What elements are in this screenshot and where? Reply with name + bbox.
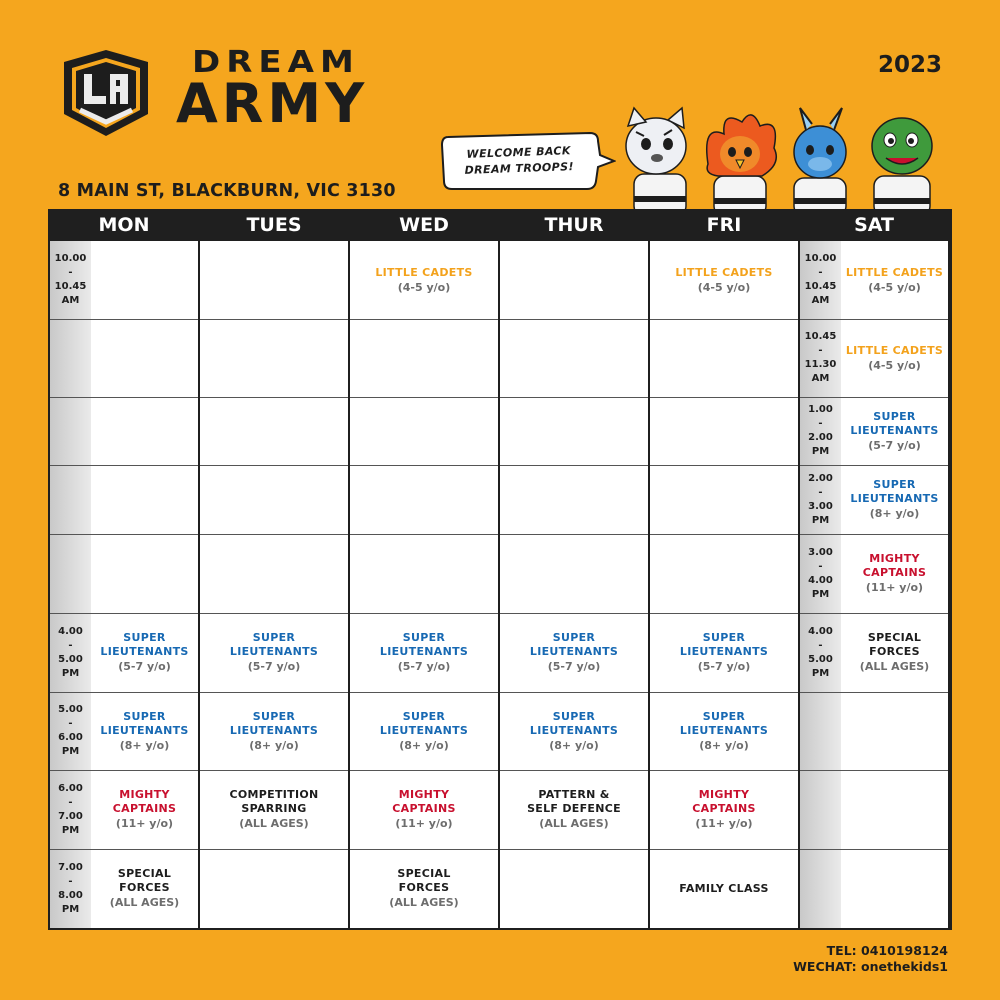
time-slot-line4: PM [811,667,830,679]
class-cell [841,613,948,692]
class-age-range: (4-5 y/o) [868,358,921,372]
class-cell [91,613,198,692]
class-cell [500,397,648,465]
class-title: SUPER [702,631,746,644]
class-cell [200,397,348,465]
class-cell [841,770,948,849]
time-slot-label [800,397,841,465]
class-title: PATTERN & [538,788,610,801]
class-cell [500,613,648,692]
class-title-line2: CAPTAINS [112,802,177,815]
dragon-mascot-icon [794,108,846,216]
class-cell [91,692,198,770]
class-cell [500,319,648,397]
class-title-line2: CAPTAINS [392,802,456,815]
time-slot-label [800,849,841,928]
class-cell [91,465,198,534]
class-cell [650,241,798,319]
time-slot-line4: PM [61,824,80,836]
class-age-range: (ALL AGES) [859,660,930,673]
class-title-line2: LIEUTENANTS [679,723,769,737]
class-title: SUPER [252,631,296,644]
time-slot-line1: 10.00 [804,253,837,264]
class-title-line2: LIEUTENANTS [850,492,939,505]
class-cell [841,241,948,319]
class-title: MIGHTY [398,788,450,801]
class-age-range: (8+ y/o) [249,738,299,752]
brand-title-dream: DREAM [192,44,360,80]
class-cell [841,534,948,613]
time-slot-line1: 5.00 [58,704,83,715]
class-cell [91,241,198,319]
time-slot-line4: AM [811,295,830,306]
time-slot-label [50,465,91,534]
time-slot-line2: - [68,639,73,651]
class-title-line2: CAPTAINS [862,566,927,579]
time-slot-line4: PM [61,903,80,915]
class-cell [350,397,498,465]
class-cell [200,849,348,928]
class-title-line2: LIEUTENANTS [850,423,939,437]
time-slot-line3: 10.45 [804,281,837,292]
day-column-fri [650,241,798,928]
class-timetable [48,209,952,930]
class-age-range: (5-7 y/o) [547,660,601,673]
time-slot-line1: 2.00 [808,472,833,484]
class-cell [200,319,348,397]
day-column-tues [200,241,348,928]
class-cell [200,770,348,849]
class-age-range: (5-7 y/o) [118,660,171,673]
class-title-line2: SELF DEFENCE [527,802,621,815]
class-age-range: (11+ y/o) [395,817,453,830]
class-cell [350,692,498,770]
day-header-fri: FRI [706,214,742,236]
speech-bubble-text [443,142,594,179]
time-slot-line4: PM [811,446,830,457]
time-slot-line2: - [818,418,823,429]
time-slot-label [800,534,841,613]
time-slot-line4: PM [811,514,830,526]
time-slot-line2: - [68,718,73,729]
class-age-range: (11+ y/o) [115,817,174,830]
class-cell [350,241,498,319]
class-title-line2: SPARRING [241,802,307,815]
time-slot-line4: PM [61,667,80,679]
class-title-line2: LIEUTENANTS [100,645,189,658]
time-slot-line3: 6.00 [58,732,83,743]
contact-info [793,943,948,975]
class-title-line2: FORCES [869,645,920,658]
class-cell [200,465,348,534]
time-slot-line3: 2.00 [808,432,833,443]
class-cell [350,849,498,928]
time-slot-label [50,692,91,770]
class-age-range: (11+ y/o) [695,817,753,830]
class-title-line2: LIEUTENANTS [679,645,769,658]
day-header-mon: MON [98,214,150,236]
time-slot-label [800,613,841,692]
class-title: SUPER [123,631,166,644]
time-slot-line2: - [68,796,73,808]
brand-title-army: ARMY [176,72,369,135]
class-title-line2: LIEUTENANTS [379,645,469,658]
class-age-range: (8+ y/o) [869,507,920,520]
time-slot-line3: 7.00 [58,810,83,822]
year-label: 2023 [878,52,943,78]
class-age-range: (5-7 y/o) [397,660,451,673]
class-title-line2: LIEUTENANTS [529,645,619,658]
class-age-range: (4-5 y/o) [868,280,921,294]
time-slot-label [800,241,841,319]
class-age-range: (5-7 y/o) [868,438,921,452]
time-slot-line3: 3.00 [808,500,833,512]
day-header-thur: THUR [544,214,604,236]
class-cell [650,613,798,692]
class-cell [91,319,198,397]
class-age-range: (5-7 y/o) [247,660,301,673]
day-column-wed [350,241,498,928]
time-slot-line2: - [818,267,823,278]
class-title-line2: LIEUTENANTS [100,723,189,737]
time-slot-line3: 5.00 [58,653,83,665]
class-cell [91,534,198,613]
class-cell [200,241,348,319]
day-header-tues: TUES [246,214,302,236]
class-cell [200,692,348,770]
time-slot-label [50,613,91,692]
time-slot-label [800,319,841,397]
class-cell [91,397,198,465]
class-age-range: (4-5 y/o) [697,280,751,294]
address-label: 8 MAIN ST, BLACKBURN, VIC 3130 [58,181,396,201]
time-slot-line3: 10.45 [54,281,87,292]
class-cell [500,534,648,613]
time-slot-label [50,770,91,849]
time-slot-line2: - [68,267,73,278]
class-title-line2: CAPTAINS [692,802,756,815]
class-age-range: (8+ y/o) [399,738,449,752]
class-age-range: (ALL AGES) [389,896,459,909]
class-cell [500,241,648,319]
class-cell [500,849,648,928]
class-cell [841,319,948,397]
time-slot-line4: PM [811,588,830,600]
day-header-sat: SAT [854,214,894,236]
time-slot-line1: 1.00 [808,404,833,415]
day-column-mon [50,241,198,928]
class-cell [650,534,798,613]
class-title: SPECIAL [867,631,922,644]
class-age-range: (ALL AGES) [109,896,180,909]
tiger-mascot-icon [626,108,686,216]
class-title: SUPER [702,709,746,723]
time-slot-line2: - [818,560,823,572]
class-title: SPECIAL [117,867,172,880]
class-title: SUPER [402,631,446,644]
time-slot-label [800,465,841,534]
class-title: MIGHTY [698,788,750,801]
class-title-line2: LIEUTENANTS [229,645,319,658]
class-cell [841,849,948,928]
time-slot-line1: 6.00 [58,782,83,794]
class-age-range: (4-5 y/o) [397,280,451,294]
class-cell [650,849,798,928]
class-cell [500,770,648,849]
time-slot-line2: - [68,875,73,887]
time-slot-line2: - [818,486,823,498]
class-title: SUPER [552,709,596,723]
time-slot-line3: 8.00 [58,889,83,901]
time-slot-line3: 11.30 [804,359,837,370]
class-cell [650,397,798,465]
time-slot-line3: 5.00 [808,653,833,665]
class-cell [91,770,198,849]
class-title-line2: FORCES [398,881,450,894]
class-title-line2: FORCES [119,881,170,894]
class-cell [350,613,498,692]
time-slot-line1: 3.00 [808,546,833,558]
class-title: SUPER [552,631,596,644]
class-age-range: (8+ y/o) [699,738,749,752]
class-title: MIGHTY [869,552,920,565]
time-slot-line4: AM [61,295,80,306]
class-cell [200,613,348,692]
class-cell [841,397,948,465]
wechat-id: WECHAT: onethekids1 [793,959,948,974]
time-slot-line1: 7.00 [58,861,83,873]
class-title: LITTLE CADETS [845,343,944,357]
time-slot-label [50,319,91,397]
time-slot-line2: - [818,639,823,651]
time-slot-line4: AM [811,373,830,384]
class-title: SPECIAL [397,867,451,880]
time-slot-line1: 10.45 [804,331,837,342]
time-slot-label [50,241,91,319]
class-age-range: (5-7 y/o) [697,660,751,673]
class-title: LITTLE CADETS [675,265,773,279]
class-title-line2: LIEUTENANTS [379,723,469,737]
class-cell [500,692,648,770]
class-title: SUPER [402,709,446,723]
class-title: SUPER [123,709,166,723]
time-slot-line4: PM [61,746,80,757]
speech-bubble-line2: DREAM TROOPS! [464,160,575,177]
class-title: LITTLE CADETS [375,265,473,279]
dream-army-logo-icon [62,48,150,138]
phoenix-mascot-icon [707,115,777,216]
class-cell [350,770,498,849]
class-cell [500,465,648,534]
class-age-range: (8+ y/o) [119,738,170,752]
time-slot-label [50,397,91,465]
turtle-mascot-icon [872,118,932,216]
phone-number: TEL: 0410198124 [826,943,948,958]
time-slot-label [800,770,841,849]
class-title: SUPER [252,709,296,723]
speech-bubble-line1: WELCOME BACK [466,144,572,161]
class-age-range: (8+ y/o) [549,738,599,752]
time-slot-label [50,534,91,613]
class-title: SUPER [873,478,916,491]
class-cell [91,849,198,928]
class-age-range: (ALL AGES) [539,817,609,830]
class-cell [350,465,498,534]
time-slot-label [800,692,841,770]
class-cell [650,465,798,534]
time-slot-line2: - [818,345,823,356]
mascots-illustration-icon [612,104,952,216]
class-title: MIGHTY [119,788,170,801]
class-title-line2: LIEUTENANTS [529,723,619,737]
class-cell [650,770,798,849]
class-age-range: (ALL AGES) [239,817,309,830]
class-cell [650,692,798,770]
time-slot-line1: 4.00 [808,625,833,637]
day-column-thur [500,241,648,928]
class-cell [650,319,798,397]
class-cell [841,465,948,534]
class-title: COMPETITION [229,788,319,801]
class-age-range: (11+ y/o) [865,581,924,594]
day-header-wed: WED [399,214,449,236]
class-cell [841,692,948,770]
class-title: FAMILY CLASS [679,881,769,895]
time-slot-line1: 4.00 [58,625,83,637]
time-slot-line3: 4.00 [808,574,833,586]
class-title: LITTLE CADETS [845,265,944,279]
class-title: SUPER [873,409,916,423]
class-cell [350,319,498,397]
class-cell [200,534,348,613]
day-column-sat [800,241,948,928]
time-slot-line1: 10.00 [54,253,87,264]
class-title-line2: LIEUTENANTS [229,723,319,737]
time-slot-label [50,849,91,928]
class-cell [350,534,498,613]
